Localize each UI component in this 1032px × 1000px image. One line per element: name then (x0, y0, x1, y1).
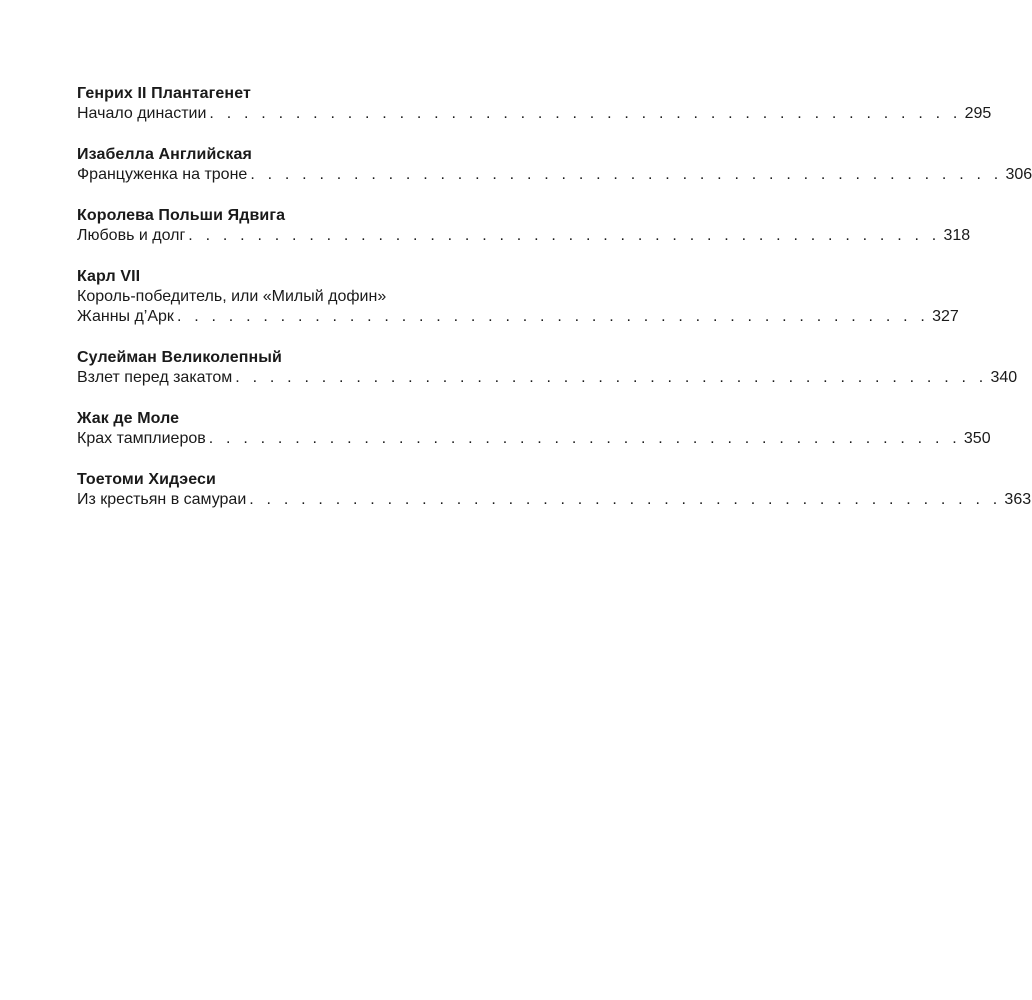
toc-entry (77, 470, 1032, 510)
entry-name: Генрих II Плантагенет (77, 85, 251, 102)
entry-name: Сулейман Великолепный (77, 349, 282, 366)
entry-title: Из крестьян в самураи (77, 491, 247, 508)
entry-title-line[interactable] (77, 104, 992, 124)
entry-name: Королева Польши Ядвига (77, 207, 286, 224)
entry-name: Жак де Моле (77, 410, 180, 427)
page-number: 363 (1004, 491, 1032, 508)
dot-leader: . . . . . . . . . . . . . . . . . . . . . . . . . . . . . . . . . . . . . . . . . . . . (208, 430, 961, 447)
toc-entry (77, 145, 1032, 185)
dot-leader: . . . . . . . . . . . . . . . . . . . . . . . . . . . . . . . . . . . . . . . . . . . . (235, 369, 988, 386)
page-number: 327 (932, 308, 959, 325)
entry-title: Жанны д’Арк (77, 308, 174, 325)
entry-title: Крах тамплиеров (77, 430, 206, 447)
dot-leader: . . . . . . . . . . . . . . . . . . . . . . . . . . . . . . . . . . . . . . . . . . . . (250, 166, 1003, 183)
dot-leader: . . . . . . . . . . . . . . . . . . . . . . . . . . . . . . . . . . . . . . . . . . . . (176, 308, 930, 325)
entry-title: Взлет перед закатом (77, 369, 233, 386)
toc-entry (77, 267, 959, 327)
toc-entry (77, 84, 992, 124)
dot-leader: . . . . . . . . . . . . . . . . . . . . . . . . . . . . . . . . . . . . . . . . . . . . (188, 227, 941, 244)
page-number: 318 (943, 227, 971, 244)
entry-title-line[interactable] (77, 165, 1032, 185)
entry-name: Изабелла Английская (77, 146, 252, 163)
page-number: 350 (963, 430, 991, 447)
entry-title: Начало династии (77, 105, 207, 122)
dot-leader: . . . . . . . . . . . . . . . . . . . . . . . . . . . . . . . . . . . . . . . . . . . . (209, 105, 962, 122)
entry-title-line[interactable] (77, 368, 1018, 388)
entry-title-line[interactable] (77, 226, 971, 246)
toc-entry (77, 409, 991, 449)
entry-title: Француженка на троне (77, 166, 248, 183)
page-number: 340 (990, 369, 1018, 386)
entry-title-line[interactable] (77, 307, 959, 327)
entry-title-line[interactable] (77, 490, 1032, 510)
toc-entry (77, 348, 1018, 388)
page-number: 306 (1005, 166, 1032, 183)
table-of-contents (77, 84, 1032, 531)
toc-entry (77, 206, 971, 246)
page-number: 295 (964, 105, 992, 122)
entry-title-line-continued[interactable]: Король-победитель, или «Милый дофин» (77, 288, 387, 305)
entry-title: Любовь и долг (77, 227, 186, 244)
dot-leader: . . . . . . . . . . . . . . . . . . . . . . . . . . . . . . . . . . . . . . . . . . . . (249, 491, 1002, 508)
entry-name: Карл VII (77, 268, 141, 285)
entry-title-line[interactable] (77, 429, 991, 449)
entry-name: Тоетоми Хидэеси (77, 471, 216, 488)
